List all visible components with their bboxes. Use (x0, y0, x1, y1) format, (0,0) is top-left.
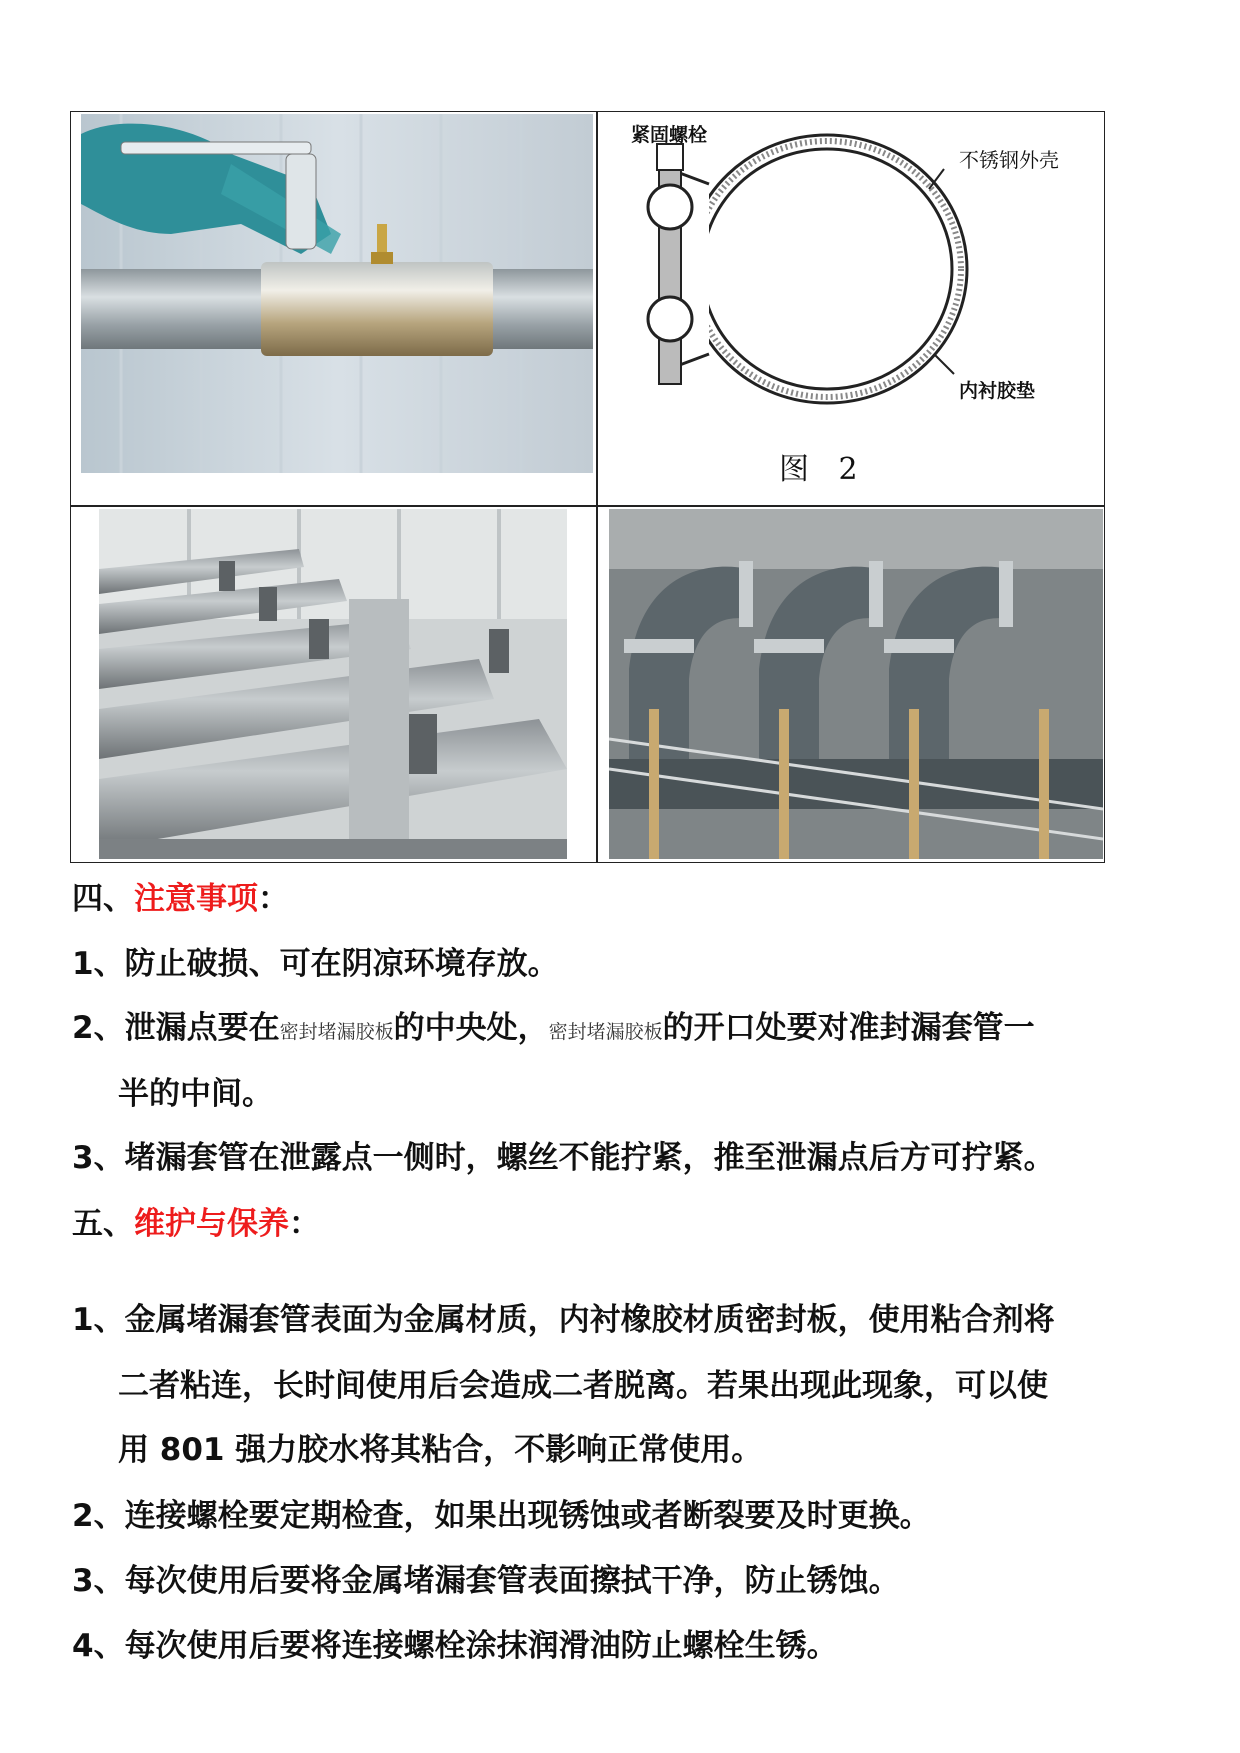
section5-item-3: 3、每次使用后要将金属堵漏套管表面擦拭干净，防止锈蚀。 (72, 1563, 900, 1599)
grid-divider-horizontal (71, 505, 1104, 507)
item2-part2: 的中央处， (393, 1010, 549, 1046)
item2-small1: 密封堵漏胶板 (279, 1021, 394, 1043)
item2-part1: 2、泄漏点要在 (72, 1010, 280, 1046)
photo-clamp-installation (81, 114, 593, 473)
section4-item-2 (72, 1002, 1035, 1047)
section4-colon: ： (258, 881, 289, 917)
section4-item-1: 1、防止破损、可在阴凉环境存放。 (72, 946, 559, 982)
section4-item-3: 3、堵漏套管在泄露点一侧时，螺丝不能拧紧，推至泄漏点后方可拧紧。 (72, 1140, 1055, 1176)
section4-heading (72, 873, 289, 918)
item2-part3: 的开口处要对准封漏套管一 (662, 1010, 1035, 1046)
section5-item-1-line-1: 1、金属堵漏套管表面为金属材质，内衬橡胶材质密封板，使用粘合剂将 (72, 1302, 1055, 1338)
section5-item-2: 2、连接螺栓要定期检查，如果出现锈蚀或者断裂要及时更换。 (72, 1498, 931, 1534)
photo-pipe-rows (99, 509, 567, 859)
section5-item-1-line-3: 用 801 强力胶水将其粘合，不影响正常使用。 (118, 1432, 763, 1468)
grid-divider-vertical (596, 112, 598, 862)
pad-label: 内衬胶垫 (959, 380, 1036, 402)
photo-pvc-elbows (609, 509, 1103, 859)
section5-colon: ： (289, 1206, 320, 1242)
section5-item-4: 4、每次使用后要将连接螺栓涂抹润滑油防止螺栓生锈。 (72, 1628, 838, 1664)
image-grid (70, 111, 1105, 863)
clamp-diagram (599, 114, 1101, 502)
bolt-label: 紧固螺栓 (631, 124, 708, 146)
section4-title: 注意事项 (134, 881, 258, 917)
section5-heading (72, 1198, 320, 1243)
section5-item-1-line-2: 二者粘连，长时间使用后会造成二者脱离。若果出现此现象，可以使 (118, 1368, 1048, 1404)
section4-number: 四、 (72, 881, 134, 917)
item2-small2: 密封堵漏胶板 (548, 1021, 663, 1043)
figure-caption: 图 2 (779, 452, 868, 487)
section5-title: 维护与保养 (134, 1206, 289, 1242)
shell-label: 不锈钢外壳 (959, 148, 1059, 172)
section5-number: 五、 (72, 1206, 134, 1242)
section4-item-2-cont: 半的中间。 (118, 1076, 273, 1112)
